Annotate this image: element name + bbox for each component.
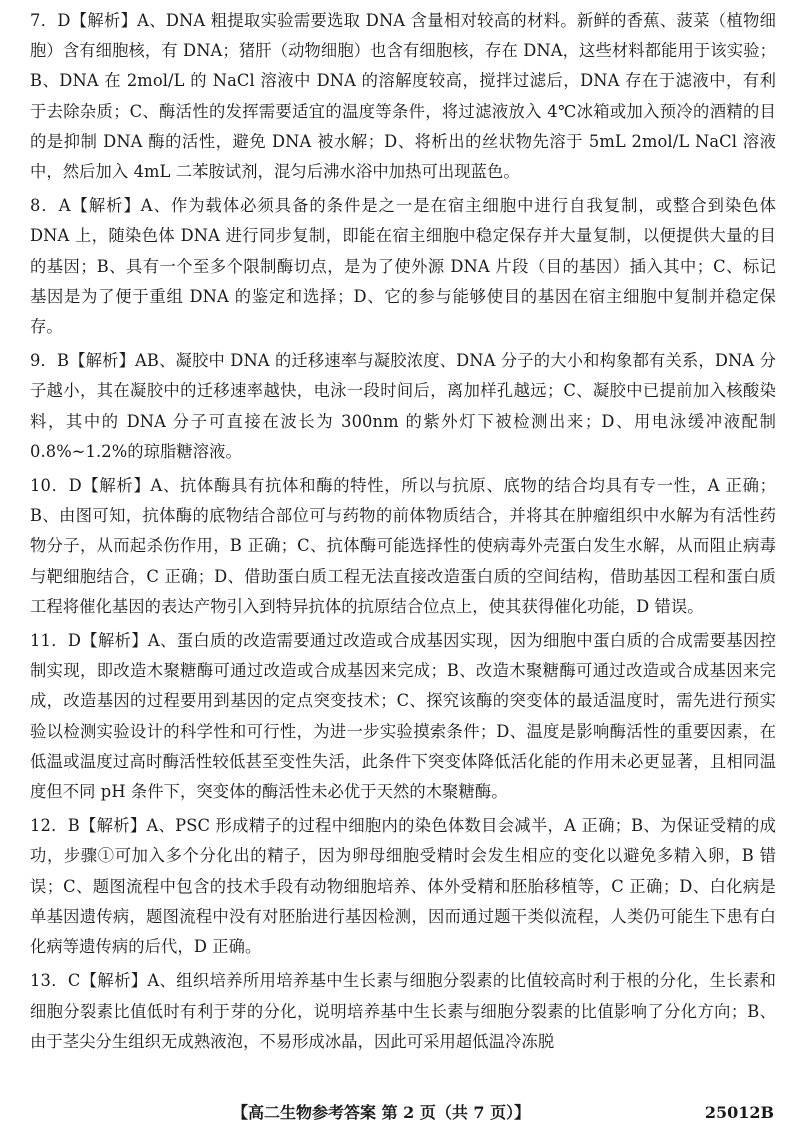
- explanation-item-8: 8．A【解析】A、作为载体必须具备的条件是之一是在宿主细胞中进行自我复制，或整合到染色体 DNA 上，随染色体 DNA 进行同步复制，即能在宿主细胞中稳定保存并大量复制，以便提供大量的目的基因；B、具有一个至多个限制酶切点，是为了使外源 DNA 片段（目的基因）插入其中；C、标记基因是为了便于重组 DNA 的鉴定和选择；D、它的参与能够使目的基因在宿主细胞中复制并稳定保存。: [30, 196, 776, 337]
- answer-letter: B: [67, 816, 80, 836]
- answer-letter: D: [68, 476, 82, 496]
- explanation-text: 【解析】A、PSC 形成精子的过程中细胞内的染色体数目会减半，A 正确；B、为保证受精的成功，步骤①可加入多个分化出的精子，因为卵母细胞受精时会发生相应的变化以避免多精入卵，B 错误；C、题图流程中包含的技术手段有动物细胞培养、体外受精和胚胎移植等，C 正确；D、白化病是单基因遗传病，题图流程中没有对胚胎进行基因检测，因而通过题干类似流程，人类仍可能生下患有白化病等遗传病的后代，D 正确。: [30, 816, 776, 957]
- footer-exam-code: 25012B: [704, 1103, 774, 1122]
- question-number: 10: [30, 476, 51, 496]
- question-number: 9: [30, 351, 41, 371]
- explanation-text: 【解析】A、抗体酶具有抗体和酶的特性，所以与抗原、底物的结合均具有专一性，A 正确；B、由图可知，抗体酶的底物结合部位可与药物的前体物质结合，并将其在肿瘤组织中水解为有活性药物分子，从而起杀伤作用，B 正确；C、抗体酶可能选择性的使病毒外壳蛋白发生水解，从而阻止病毒与靶细胞结合，C 正确；D、借助蛋白质工程无法直接改造蛋白质的空间结构，借助基因工程和蛋白质工程将催化基因的表达产物引入到特异抗体的抗原结合位点上，使其获得催化功能，D 错误。: [30, 476, 776, 616]
- explanation-text: 【解析】A、DNA 粗提取实验需要选取 DNA 含量相对较高的材料。新鲜的香蕉、菠菜（植物细胞）含有细胞核，有 DNA；猪肝（动物细胞）也含有细胞核，存在 DNA，这些材料都能用于该实验；B、DNA 在 2mol/L 的 NaCl 溶液中 DNA 的溶解度较高，搅拌过滤后，DNA 存在于滤液中，有利于去除杂质；C、酶活性的发挥需要适宜的温度等条件，将过滤液放入 4℃冰箱或加入预冷的酒精的目的是抑制 DNA 酶的活性，避免 DNA 被水解；D、将析出的丝状物先溶于 5mL 2mol/L NaCl 溶液中，然后加入 4mL 二苯胺试剂，混匀后沸水浴中加热可出现蓝色。: [30, 11, 776, 182]
- explanation-item-11: 11．D【解析】A、蛋白质的改造需要通过改造或合成基因实现，因为细胞中蛋白质的合成需要基因控制实现，即改造木聚糖酶可通过改造或合成基因来完成；B、改造木聚糖酶可通过改造或合成基因来完成，改造基因的过程要用到基因的定点突变技术；C、探究该酶的突变体的最适温度时，需先进行预实验以检测实验设计的科学性和可行性，为进一步实验摸索条件；D、温度是影响酶活性的重要因素，在低温或温度过高时酶活性较低甚至变性失活，此条件下突变体降低活化能的作用未必更显著，且相同温度但不同 pH 条件下，突变体的酶活性未必优于天然的木聚糖酶。: [30, 631, 776, 802]
- page-footer: [0, 1098, 800, 1128]
- footer-page-label: 【高二生物参考答案 第 2 页（共 7 页）】: [232, 1103, 531, 1122]
- answer-letter: A: [58, 196, 71, 216]
- explanation-item-13: 13．C【解析】A、组织培养所用培养基中生长素与细胞分裂素的比值较高时利于根的分化，生长素和细胞分裂素比值低时有利于芽的分化，说明培养基中生长素与细胞分裂素的比值影响了分化方向；B、由于茎尖分生组织无成熟液泡，不易形成冰晶，因此可采用超低温冷冻脱: [30, 971, 776, 1051]
- explanation-text: 【解析】A、蛋白质的改造需要通过改造或合成基因实现，因为细胞中蛋白质的合成需要基因控制实现，即改造木聚糖酶可通过改造或合成基因来完成；B、改造木聚糖酶可通过改造或合成基因来完成，改造基因的过程要用到基因的定点突变技术；C、探究该酶的突变体的最适温度时，需先进行预实验以检测实验设计的科学性和可行性，为进一步实验摸索条件；D、温度是影响酶活性的重要因素，在低温或温度过高时酶活性较低甚至变性失活，此条件下突变体降低活化能的作用未必更显著，且相同温度但不同 pH 条件下，突变体的酶活性未必优于天然的木聚糖酶。: [30, 631, 776, 802]
- question-number: 11: [30, 631, 51, 651]
- explanation-item-12: 12．B【解析】A、PSC 形成精子的过程中细胞内的染色体数目会减半，A 正确；B、为保证受精的成功，步骤①可加入多个分化出的精子，因为卵母细胞受精时会发生相应的变化以避免多精入卵，B 错误；C、题图流程中包含的技术手段有动物细胞培养、体外受精和胚胎移植等，C 正确；D、白化病是单基因遗传病，题图流程中没有对胚胎进行基因检测，因而通过题干类似流程，人类仍可能生下患有白化病等遗传病的后代，D 正确。: [30, 816, 776, 957]
- answer-letter: D: [67, 631, 82, 651]
- explanation-text: 【解析】AB、凝胶中 DNA 的迁移速率与凝胶浓度、DNA 分子的大小和构象都有关系，DNA 分子越小，其在凝胶中的迁移速率越快，电泳一段时间后，离加样孔越远；C、凝胶中已提前加入核酸染料，其中的 DNA 分子可直接在波长为 300nm 的紫外灯下被检测出来；D、用电泳缓冲液配制 0.8%~1.2%的琼脂糖溶液。: [30, 351, 776, 461]
- explanation-text: 【解析】A、作为载体必须具备的条件是之一是在宿主细胞中进行自我复制，或整合到染色体 DNA 上，随染色体 DNA 进行同步复制，即能在宿主细胞中稳定保存并大量复制，以便提供大量的目的基因；B、具有一个至多个限制酶切点，是为了使外源 DNA 片段（目的基因）插入其中；C、标记基因是为了便于重组 DNA 的鉴定和选择；D、它的参与能够使目的基因在宿主细胞中复制并稳定保存。: [30, 196, 776, 337]
- explanation-item-10: 10．D【解析】A、抗体酶具有抗体和酶的特性，所以与抗原、底物的结合均具有专一性，A 正确；B、由图可知，抗体酶的底物结合部位可与药物的前体物质结合，并将其在肿瘤组织中水解为有活性药物分子，从而起杀伤作用，B 正确；C、抗体酶可能选择性的使病毒外壳蛋白发生水解，从而阻止病毒与靶细胞结合，C 正确；D、借助蛋白质工程无法直接改造蛋白质的空间结构，借助基因工程和蛋白质工程将催化基因的表达产物引入到特异抗体的抗原结合位点上，使其获得催化功能，D 错误。: [30, 476, 776, 616]
- question-number: 13: [30, 971, 51, 991]
- answer-letter: D: [57, 11, 71, 30]
- question-number: 8: [30, 196, 41, 216]
- question-number: 7: [30, 11, 41, 30]
- answer-letter: C: [67, 971, 81, 991]
- explanation-item-7: 7．D【解析】A、DNA 粗提取实验需要选取 DNA 含量相对较高的材料。新鲜的香蕉、菠菜（植物细胞）含有细胞核，有 DNA；猪肝（动物细胞）也含有细胞核，存在 DNA，这些材料都能用于该实验；B、DNA 在 2mol/L 的 NaCl 溶液中 DNA 的溶解度较高，搅拌过滤后，DNA 存在于滤液中，有利于去除杂质；C、酶活性的发挥需要适宜的温度等条件，将过滤液放入 4℃冰箱或加入预冷的酒精的目的是抑制 DNA 酶的活性，避免 DNA 被水解；D、将析出的丝状物先溶于 5mL 2mol/L NaCl 溶液中，然后加入 4mL 二苯胺试剂，混匀后沸水浴中加热可出现蓝色。: [30, 11, 776, 182]
- question-number: 12: [30, 816, 51, 836]
- explanation-item-9: 9．B【解析】AB、凝胶中 DNA 的迁移速率与凝胶浓度、DNA 分子的大小和构象都有关系，DNA 分子越小，其在凝胶中的迁移速率越快，电泳一段时间后，离加样孔越远；C、凝胶中已提前加入核酸染料，其中的 DNA 分子可直接在波长为 300nm 的紫外灯下被检测出来；D、用电泳缓冲液配制 0.8%~1.2%的琼脂糖溶液。: [30, 351, 776, 461]
- answer-explanations: [30, 6, 776, 1061]
- answer-letter: B: [57, 351, 70, 371]
- explanation-text: 【解析】A、组织培养所用培养基中生长素与细胞分裂素的比值较高时利于根的分化，生长素和细胞分裂素比值低时有利于芽的分化，说明培养基中生长素与细胞分裂素的比值影响了分化方向；B、由于茎尖分生组织无成熟液泡，不易形成冰晶，因此可采用超低温冷冻脱: [30, 971, 776, 1051]
